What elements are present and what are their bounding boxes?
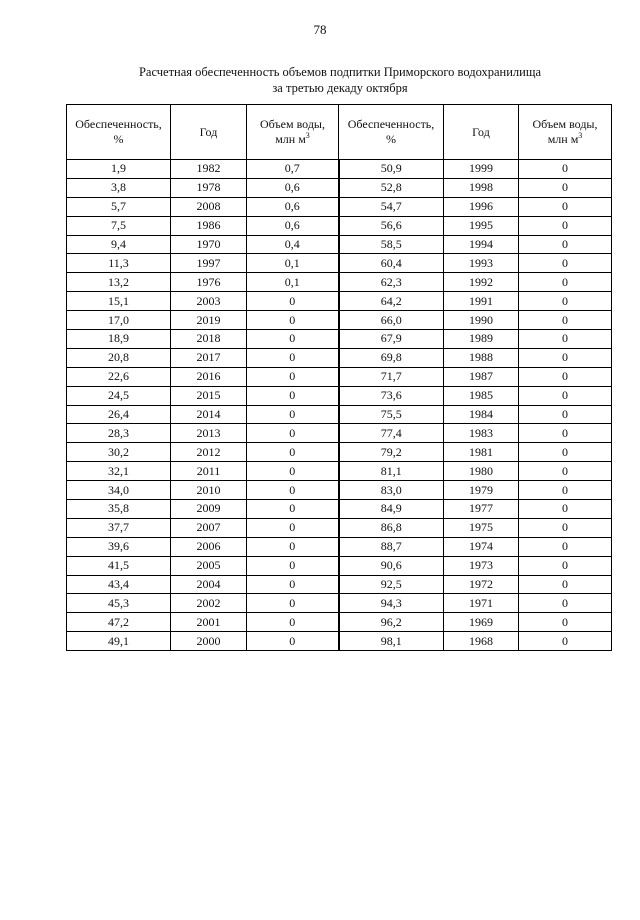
table-row <box>67 500 612 519</box>
table-cell: 0 <box>247 424 339 443</box>
column-header-text: Год <box>199 124 218 139</box>
table-cell: 90,6 <box>339 556 444 575</box>
table-cell: 88,7 <box>339 537 444 556</box>
table-cell: 96,2 <box>339 613 444 632</box>
table-cell: 43,4 <box>67 575 171 594</box>
table-cell: 1981 <box>444 443 519 462</box>
table-cell: 0 <box>519 575 612 594</box>
table-cell: 2004 <box>171 575 247 594</box>
table-cell: 1975 <box>444 518 519 537</box>
table-cell: 28,3 <box>67 424 171 443</box>
table-cell: 2018 <box>171 330 247 349</box>
table-cell: 2013 <box>171 424 247 443</box>
table-row <box>67 632 612 651</box>
table-row <box>67 197 612 216</box>
table-cell: 0 <box>247 292 339 311</box>
table-cell: 2008 <box>171 197 247 216</box>
table-cell: 1968 <box>444 632 519 651</box>
table-cell: 0 <box>519 443 612 462</box>
column-header-text: Объем воды, <box>259 117 325 131</box>
table-cell: 0 <box>519 235 612 254</box>
table-cell: 0 <box>519 500 612 519</box>
table-cell: 2006 <box>171 537 247 556</box>
table-row <box>67 273 612 292</box>
table-cell: 0 <box>519 160 612 179</box>
table-cell: 1980 <box>444 462 519 481</box>
table-cell: 0 <box>519 367 612 386</box>
table-cell: 77,4 <box>339 424 444 443</box>
table-cell: 52,8 <box>339 178 444 197</box>
table-cell: 47,2 <box>67 613 171 632</box>
table-cell: 15,1 <box>67 292 171 311</box>
table-cell: 22,6 <box>67 367 171 386</box>
table-cell: 32,1 <box>67 462 171 481</box>
column-header-text: Обеспеченность, <box>75 117 162 131</box>
page-number: 78 <box>313 22 327 37</box>
table-cell: 0 <box>519 197 612 216</box>
table-cell: 54,7 <box>339 197 444 216</box>
table-cell: 2010 <box>171 481 247 500</box>
column-header-unit-text: % <box>386 132 396 146</box>
table-cell: 1984 <box>444 405 519 424</box>
table-cell: 1993 <box>444 254 519 273</box>
table-cell: 2017 <box>171 348 247 367</box>
table-cell: 86,8 <box>339 518 444 537</box>
table-cell: 30,2 <box>67 443 171 462</box>
table-cell: 98,1 <box>339 632 444 651</box>
table-row <box>67 481 612 500</box>
table-row <box>67 556 612 575</box>
table-cell: 45,3 <box>67 594 171 613</box>
table-row <box>67 386 612 405</box>
table-cell: 69,8 <box>339 348 444 367</box>
table-cell: 1969 <box>444 613 519 632</box>
table-cell: 0,6 <box>247 216 339 235</box>
table-cell: 0 <box>519 292 612 311</box>
table-cell: 2012 <box>171 443 247 462</box>
table-cell: 1996 <box>444 197 519 216</box>
table-cell: 20,8 <box>67 348 171 367</box>
table-row <box>67 330 612 349</box>
table-row <box>67 594 612 613</box>
table-cell: 0 <box>519 254 612 273</box>
table-cell: 0 <box>519 330 612 349</box>
column-header <box>444 105 519 160</box>
table-cell: 0 <box>519 481 612 500</box>
table-row <box>67 254 612 273</box>
column-header-unit <box>67 132 170 147</box>
data-table <box>66 104 612 651</box>
table-row <box>67 216 612 235</box>
table-cell: 2005 <box>171 556 247 575</box>
table-cell: 73,6 <box>339 386 444 405</box>
table-cell: 2019 <box>171 311 247 330</box>
table-row <box>67 348 612 367</box>
table-cell: 84,9 <box>339 500 444 519</box>
table-cell: 0 <box>519 594 612 613</box>
table-cell: 0 <box>519 273 612 292</box>
table-cell: 62,3 <box>339 273 444 292</box>
table-cell: 2007 <box>171 518 247 537</box>
table-cell: 0 <box>247 330 339 349</box>
table-cell: 1,9 <box>67 160 171 179</box>
table-cell: 0 <box>519 348 612 367</box>
table-cell: 0 <box>519 216 612 235</box>
table-cell: 11,3 <box>67 254 171 273</box>
table-cell: 18,9 <box>67 330 171 349</box>
column-header <box>67 105 171 160</box>
table-cell: 1995 <box>444 216 519 235</box>
table-cell: 0 <box>519 518 612 537</box>
table-cell: 37,7 <box>67 518 171 537</box>
table-cell: 2011 <box>171 462 247 481</box>
table-cell: 1997 <box>171 254 247 273</box>
table-cell: 0,7 <box>247 160 339 179</box>
column-header-unit <box>339 132 443 147</box>
column-header <box>339 105 444 160</box>
table-cell: 0,4 <box>247 235 339 254</box>
table-cell: 0 <box>247 537 339 556</box>
table-cell: 1998 <box>444 178 519 197</box>
table-cell: 0 <box>519 632 612 651</box>
document-title <box>60 64 620 96</box>
table-row <box>67 462 612 481</box>
table-cell: 0 <box>519 424 612 443</box>
table-cell: 2016 <box>171 367 247 386</box>
column-header-unit-superscript: 3 <box>305 131 310 140</box>
table-cell: 1992 <box>444 273 519 292</box>
table-cell: 1985 <box>444 386 519 405</box>
table-cell: 0 <box>247 594 339 613</box>
table-cell: 81,1 <box>339 462 444 481</box>
table-cell: 0 <box>247 386 339 405</box>
table-cell: 13,2 <box>67 273 171 292</box>
table-row <box>67 443 612 462</box>
table-cell: 0 <box>519 386 612 405</box>
title-line-1: Расчетная обеспеченность объемов подпитки Приморского водохранилища <box>138 65 542 79</box>
column-header-unit <box>247 132 338 147</box>
table-cell: 1982 <box>171 160 247 179</box>
table-cell: 60,4 <box>339 254 444 273</box>
table-cell: 0 <box>247 405 339 424</box>
table-cell: 1994 <box>444 235 519 254</box>
table-cell: 0 <box>247 481 339 500</box>
table-cell: 0,1 <box>247 273 339 292</box>
table-cell: 0 <box>519 311 612 330</box>
table-cell: 1991 <box>444 292 519 311</box>
table-cell: 1989 <box>444 330 519 349</box>
column-header-text: Объем воды, <box>532 117 598 131</box>
table-cell: 0 <box>247 613 339 632</box>
table-cell: 0,6 <box>247 178 339 197</box>
table-cell: 0 <box>519 178 612 197</box>
table-cell: 66,0 <box>339 311 444 330</box>
column-header <box>247 105 339 160</box>
table-cell: 3,8 <box>67 178 171 197</box>
table-cell: 0 <box>247 518 339 537</box>
table-cell: 35,8 <box>67 500 171 519</box>
table-cell: 26,4 <box>67 405 171 424</box>
table-cell: 0,6 <box>247 197 339 216</box>
table-cell: 64,2 <box>339 292 444 311</box>
column-header-unit-text: млн м <box>547 132 579 146</box>
table-row <box>67 537 612 556</box>
table-cell: 1990 <box>444 311 519 330</box>
table-cell: 2015 <box>171 386 247 405</box>
table-header-row <box>67 105 612 160</box>
column-header-unit-superscript: 3 <box>578 131 583 140</box>
table-cell: 7,5 <box>67 216 171 235</box>
table-cell: 94,3 <box>339 594 444 613</box>
table-row <box>67 235 612 254</box>
table-cell: 2000 <box>171 632 247 651</box>
table-cell: 1999 <box>444 160 519 179</box>
table-row <box>67 575 612 594</box>
table-cell: 1977 <box>444 500 519 519</box>
title-line-2: за третью декаду октября <box>272 81 408 95</box>
table-cell: 1973 <box>444 556 519 575</box>
table-cell: 0 <box>247 500 339 519</box>
column-header <box>171 105 247 160</box>
table-cell: 39,6 <box>67 537 171 556</box>
table-cell: 0 <box>247 556 339 575</box>
table-cell: 0 <box>247 367 339 386</box>
table-row <box>67 292 612 311</box>
table-cell: 83,0 <box>339 481 444 500</box>
column-header-unit-text: % <box>113 132 124 146</box>
table-cell: 0 <box>247 575 339 594</box>
table-cell: 9,4 <box>67 235 171 254</box>
table-cell: 1971 <box>444 594 519 613</box>
table-cell: 1974 <box>444 537 519 556</box>
table-cell: 1972 <box>444 575 519 594</box>
table-row <box>67 311 612 330</box>
table-cell: 0 <box>519 405 612 424</box>
column-header-text: Обеспеченность, <box>347 117 435 131</box>
table-cell: 58,5 <box>339 235 444 254</box>
table-row <box>67 367 612 386</box>
column-header-unit <box>519 132 611 147</box>
table-cell: 0 <box>247 311 339 330</box>
table-cell: 0,1 <box>247 254 339 273</box>
table-cell: 24,5 <box>67 386 171 405</box>
table-cell: 0 <box>247 443 339 462</box>
table-cell: 17,0 <box>67 311 171 330</box>
table-cell: 71,7 <box>339 367 444 386</box>
table-cell: 1983 <box>444 424 519 443</box>
table-cell: 1988 <box>444 348 519 367</box>
table-row <box>67 160 612 179</box>
table-row <box>67 405 612 424</box>
table-cell: 0 <box>519 613 612 632</box>
table-cell: 1986 <box>171 216 247 235</box>
table-cell: 50,9 <box>339 160 444 179</box>
table-cell: 0 <box>519 462 612 481</box>
column-header <box>519 105 612 160</box>
table-cell: 67,9 <box>339 330 444 349</box>
table-cell: 5,7 <box>67 197 171 216</box>
table-cell: 92,5 <box>339 575 444 594</box>
column-header-text: Год <box>472 124 490 139</box>
table-cell: 41,5 <box>67 556 171 575</box>
table-cell: 2014 <box>171 405 247 424</box>
table-cell: 0 <box>247 348 339 367</box>
table-cell: 75,5 <box>339 405 444 424</box>
table-cell: 56,6 <box>339 216 444 235</box>
table-cell: 0 <box>519 556 612 575</box>
table-cell: 49,1 <box>67 632 171 651</box>
table-row <box>67 613 612 632</box>
table-cell: 2001 <box>171 613 247 632</box>
table-cell: 2002 <box>171 594 247 613</box>
table-cell: 0 <box>519 537 612 556</box>
table-cell: 1987 <box>444 367 519 386</box>
column-header-unit-text: млн м <box>275 132 306 146</box>
table-cell: 2003 <box>171 292 247 311</box>
table-row <box>67 518 612 537</box>
table-row <box>67 178 612 197</box>
table-cell: 1979 <box>444 481 519 500</box>
table-body <box>67 160 612 651</box>
table-cell: 1978 <box>171 178 247 197</box>
table-cell: 0 <box>247 632 339 651</box>
table-cell: 1970 <box>171 235 247 254</box>
table-cell: 34,0 <box>67 481 171 500</box>
table-cell: 2009 <box>171 500 247 519</box>
table-cell: 79,2 <box>339 443 444 462</box>
table-cell: 1976 <box>171 273 247 292</box>
table-cell: 0 <box>247 462 339 481</box>
table-row <box>67 424 612 443</box>
